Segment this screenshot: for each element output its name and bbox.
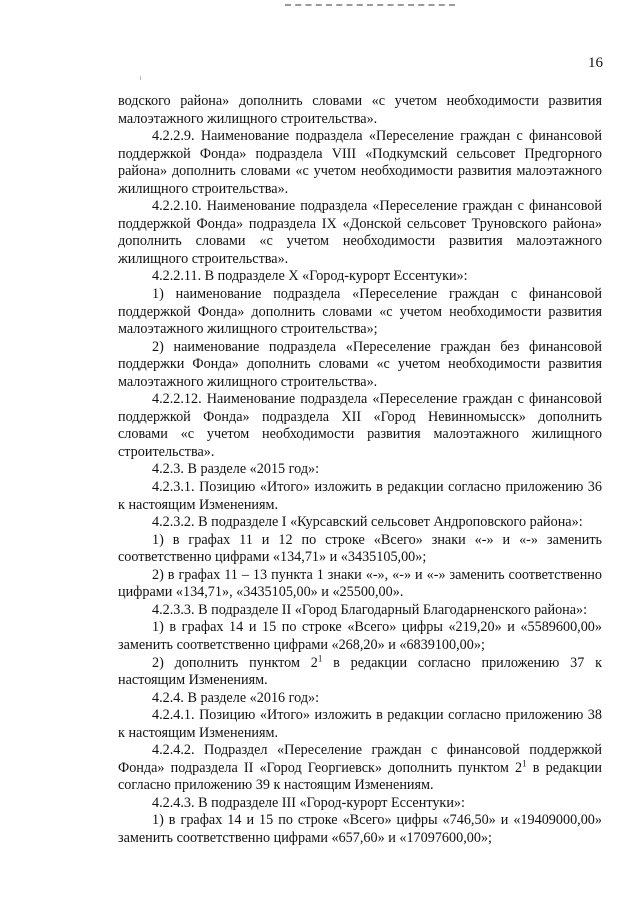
scan-artifact bbox=[140, 76, 141, 80]
superscript: 1 bbox=[522, 758, 527, 769]
paragraph-item-2: 2) в графах 11 – 13 пункта 1 знаки «-», «-» и «-» заменить соответственно цифрами «134,71», «3435105,00» и «25500,00». bbox=[118, 566, 602, 601]
paragraph-item-1: 1) в графах 11 и 12 по строке «Всего» знаки «-» и «-» заменить соответственно цифрами «134,71» и «3435105,00»; bbox=[118, 531, 602, 566]
text-fragment: 4.2.4.2. Подраздел «Переселение граждан с финансовой поддержкой Фонда» подраздела II «Город Георгиевск» дополнить пунктом 2 bbox=[118, 742, 602, 776]
text-fragment: в редакции согласно приложению 39 к настоящим Изменениям. bbox=[118, 759, 602, 794]
paragraph-item-2 bbox=[118, 652, 602, 690]
superscript: 1 bbox=[317, 652, 323, 663]
paragraph-item-1: 1) в графах 14 и 15 по строке «Всего» цифры «746,50» и «19409000,00» заменить соответственно цифрами «657,60» и «17097600,00»; bbox=[118, 812, 602, 846]
text-fragment: в редакции согласно приложению 37 к настоящим Изменениям. bbox=[118, 654, 602, 689]
document-body bbox=[118, 93, 602, 848]
paragraph-4-2-2-12: 4.2.2.12. Наименование подраздела «Переселение граждан с финансовой поддержкой Фонда» подраздела XII «Город Невинномысск» дополнить словами «с учетом необходимости развития малоэтажного жилищного строительства». bbox=[118, 391, 602, 460]
paragraph-4-2-3-1: 4.2.3.1. Позицию «Итого» изложить в редакции согласно приложению 36 к настоящим Изменениям. bbox=[118, 479, 602, 513]
page-number: 16 bbox=[588, 55, 603, 71]
paragraph-4-2-3: 4.2.3. В разделе «2015 год»: bbox=[152, 461, 320, 478]
paragraph-4-2-2-11: 4.2.2.11. В подразделе X «Город-курорт Ессентуки»: bbox=[152, 268, 468, 285]
scan-header-mark bbox=[285, 4, 455, 11]
paragraph-4-2-4-2 bbox=[118, 742, 602, 795]
paragraph-item-1: 1) наименование подраздела «Переселение граждан с финансовой поддержкой Фонда» дополнить словами «с учетом необходимости развития малоэтажного жилищного строительства»; bbox=[118, 286, 602, 338]
paragraph-4-2-3-3: 4.2.3.3. В подразделе II «Город Благодарный Благодарненского района»: bbox=[152, 601, 588, 618]
paragraph-item-1: 1) в графах 14 и 15 по строке «Всего» цифры «219,20» и «5589600,00» заменить соответственно цифрами «268,20» и «6839100,00»; bbox=[118, 619, 602, 653]
paragraph-item-2: 2) наименование подраздела «Переселение граждан без финансовой поддержки Фонда» дополнить словами «с учетом необходимости развития малоэтажного жилищного строительства». bbox=[118, 338, 602, 390]
paragraph-4-2-4: 4.2.4. В разделе «2016 год»: bbox=[152, 689, 320, 706]
text-fragment: 2) дополнить пунктом 2 bbox=[152, 654, 318, 671]
paragraph-continuation: водского района» дополнить словами «с учетом необходимости развития малоэтажного жилищного строительства». bbox=[118, 93, 602, 127]
paragraph-4-2-4-3: 4.2.4.3. В подразделе III «Город-курорт Ессентуки»: bbox=[152, 794, 465, 811]
paragraph-4-2-3-2: 4.2.3.2. В подразделе I «Курсавский сельсовет Андроповского района»: bbox=[152, 514, 583, 531]
paragraph-4-2-2-9: 4.2.2.9. Наименование подраздела «Переселение граждан с финансовой поддержкой Фонда» подраздела VIII «Подкумский сельсовет Предгорного района» дополнить словами «с учетом необходимости развития малоэтажного жилищного строительства». bbox=[118, 128, 602, 197]
paragraph-4-2-2-10: 4.2.2.10. Наименование подраздела «Переселение граждан с финансовой поддержкой Фонда» подраздела IX «Донской сельсовет Труновского района» дополнить словами «с учетом необходимости развития малоэтажного жилищного строительства». bbox=[118, 198, 602, 267]
paragraph-4-2-4-1: 4.2.4.1. Позицию «Итого» изложить в редакции согласно приложению 38 к настоящим Изменениям. bbox=[118, 707, 602, 741]
